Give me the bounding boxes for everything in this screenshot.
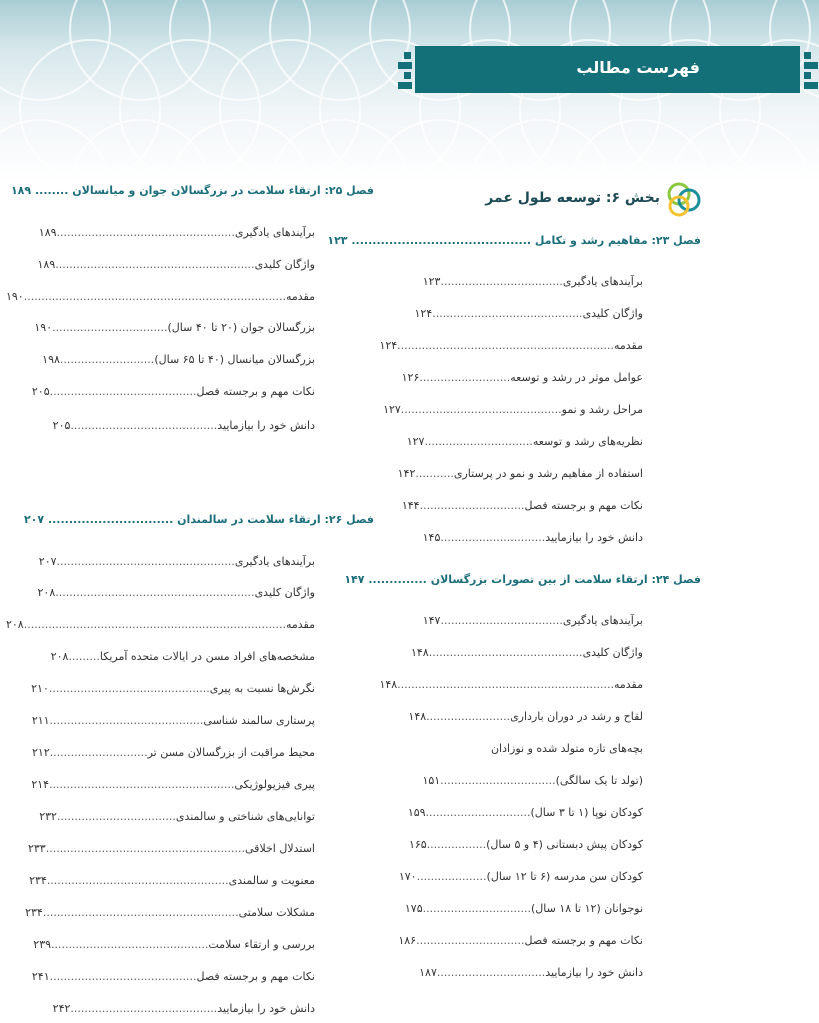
toc-entry[interactable]: نکات مهم و برجسته فصل..........................................۲۴۱ [31,970,315,983]
toc-entry[interactable]: نظریه‌های رشد و توسعه...............................۱۲۷ [406,435,643,448]
toc-entry[interactable]: واژگان کلیدی.........................................................۱۸۹ [37,258,315,271]
toc-entry[interactable]: دانش خود را بیازمایید..........................................۲۴۲ [52,1002,315,1015]
title-bar [415,46,800,93]
toc-entry[interactable]: مراحل رشد و نمو..............................................۱۲۷ [383,403,643,416]
toc-entry[interactable]: مشخصه‌های افراد مسن در ایالات متحده آمریکا.........۲۰۸ [50,650,315,663]
chapter-heading[interactable]: فصل ۲۳: مفاهیم رشد و تکامل ........................................... ۱۲۳ [327,234,701,247]
toc-entry[interactable]: بررسی و ارتقاء سلامت.............................................۲۳۹ [33,938,315,951]
toc-entry[interactable]: مشکلات سلامتی........................................................۲۳۴ [25,906,315,919]
toc-entry[interactable]: استفاده از مفاهیم رشد و نمو در پرستاری...........۱۴۲ [397,467,643,480]
toc-entry[interactable]: پرستاری سالمند شناسی............................................۲۱۱ [31,714,315,727]
toc-entry[interactable]: پیری فیزیولوژیکی.....................................................۲۱۴ [31,778,315,791]
toc-entry[interactable]: مقدمه..............................................................۱۴۸ [379,678,643,691]
toc-entry[interactable]: برآیندهای یادگیری...................................................۲۰۷ [38,555,315,568]
chapter-heading[interactable]: فصل ۲۶: ارتقاء سلامت در سالمندان .............................. ۲۰۷ [23,513,374,526]
toc-entry[interactable]: بچه‌های تازه متولد شده و نوزادان [490,742,643,755]
toc-entry[interactable]: برآیندهای یادگیری...................................۱۲۳ [422,275,643,288]
toc-entry[interactable]: مقدمه..............................................................۱۲۴ [379,339,643,352]
toc-entry[interactable]: واژگان کلیدی............................................۱۴۸ [410,646,643,659]
toc-entry[interactable]: نکات مهم و برجسته فصل...............................۱۸۶ [398,934,643,947]
toc-entry[interactable]: دانش خود را بیازمایید..............................۱۴۵ [422,531,643,544]
toc-entry[interactable]: دانش خود را بیازمایید...............................۱۸۷ [419,966,643,979]
toc-entry[interactable]: محیط مراقبت از بزرگسالان مسن تر............................۲۱۲ [31,746,315,759]
toc-entry[interactable]: نوجوانان (۱۲ تا ۱۸ سال)...............................۱۷۵ [404,902,643,915]
toc-entry[interactable]: واژگان کلیدی...........................................۱۲۴ [414,307,643,320]
toc-entry[interactable]: نکات مهم و برجسته فصل..............................۱۴۴ [401,499,643,512]
toc-entry[interactable]: (تولد تا یک سالگی).................................۱۵۱ [422,774,643,787]
toc-entry[interactable]: مقدمه...........................................................................۱۹۰ [5,290,315,303]
toc-entry[interactable]: برآیندهای یادگیری...................................۱۴۷ [422,614,643,627]
toc-entry[interactable]: واژگان کلیدی.........................................................۲۰۸ [37,586,315,599]
toc-entry[interactable]: معنویت و سالمندی....................................................۲۳۴ [29,874,315,887]
chapter-heading[interactable]: فصل ۲۵: ارتقاء سلامت در بزرگسالان جوان و میانسالان ........ ۱۸۹ [10,184,374,197]
toc-entry[interactable]: کودکان سن مدرسه (۶ تا ۱۲ سال)....................۱۷۰ [398,870,643,883]
toc-entry[interactable]: کودکان پیش دبستانی (۴ و ۵ سال).................۱۶۵ [408,838,643,851]
toc-entry[interactable]: بزرگسالان میانسال (۴۰ تا ۶۵ سال)...........................۱۹۸ [42,353,315,366]
part-title: بخش ۶: توسعه طول عمر [485,190,660,206]
toc-entry[interactable]: نکات مهم و برجسته فصل..........................................۲۰۵ [31,385,315,398]
toc-entry[interactable]: مقدمه...........................................................................۲۰۸ [5,618,315,631]
toc-entry[interactable]: لقاح و رشد در دوران بارداری........................۱۴۸ [408,710,643,723]
page-title: فهرست مطالب [576,58,700,77]
toc-entry[interactable]: استدلال اخلاقی.........................................................۲۳۳ [27,842,315,855]
chapter-heading[interactable]: فصل ۲۴: ارتقاء سلامت از بین تصورات بزرگسالان .............. ۱۴۷ [344,573,701,586]
toc-entry[interactable]: کودکان نوپا (۱ تا ۳ سال)..............................۱۵۹ [407,806,643,819]
three-rings-icon [664,180,704,218]
toc-entry[interactable]: دانش خود را بیازمایید..........................................۲۰۵ [52,419,315,432]
toc-entry[interactable]: بزرگسالان جوان (۲۰ تا ۴۰ سال).................................۱۹۰ [34,321,315,334]
part-heading [485,190,660,212]
toc-entry[interactable]: نگرش‌ها نسبت به پیری..............................................۲۱۰ [31,682,315,695]
toc-entry[interactable]: توانایی‌های شناختی و سالمندی..................................۲۳۲ [39,810,315,823]
toc-entry[interactable]: برآیندهای یادگیری...................................................۱۸۹ [38,226,315,239]
toc-entry[interactable]: عوامل موثر در رشد و توسعه..........................۱۲۶ [401,371,643,384]
